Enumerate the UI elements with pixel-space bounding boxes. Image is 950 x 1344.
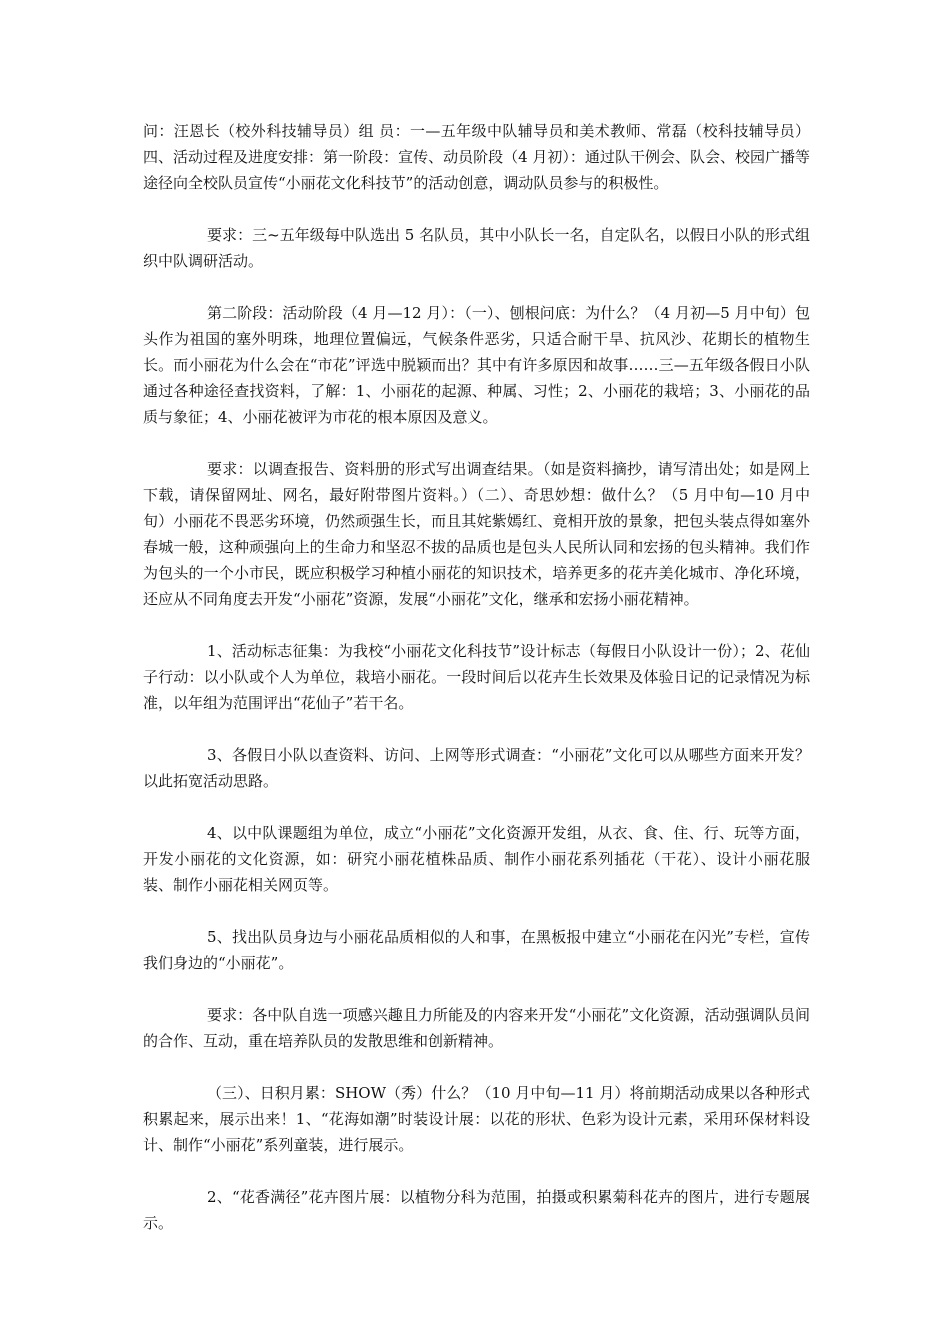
paragraph-11: 2、“花香满径”花卉图片展：以植物分科为范围，拍摄或积累菊科花卉的图片，进行专题展示。 <box>143 1188 810 1232</box>
paragraph-5: 1、活动标志征集：为我校“小丽花文化科技节”设计标志（每假日小队设计一份）；2、花仙子行动：以小队或个人为单位，栽培小丽花。一段时间后以花卉生长效果及体验日记的记录情况为标准，以年组为范围评出“花仙子”若干名。 <box>143 642 810 712</box>
paragraph-9: 要求：各中队自选一项感兴趣且力所能及的内容来开发“小丽花”文化资源，活动强调队员间的合作、互动，重在培养队员的发散思维和创新精神。 <box>143 1006 810 1050</box>
paragraph-8: 5、找出队员身边与小丽花品质相似的人和事，在黑板报中建立“小丽花在闪光”专栏，宣传我们身边的“小丽花”。 <box>143 928 810 972</box>
paragraph-1: 问：汪恩长（校外科技辅导员）组 员：一—五年级中队辅导员和美术教师、常磊（校科技辅导员）四、活动过程及进度安排：第一阶段：宣传、动员阶段（4 月初）：通过队干例会、队会、校园广播等途径向全校队员宣传“小丽花文化科技节”的活动创意，调动队员参与的积极性。 <box>143 122 810 192</box>
paragraph-7: 4、以中队课题组为单位，成立“小丽花”文化资源开发组，从衣、食、住、行、玩等方面，开发小丽花的文化资源，如：研究小丽花植株品质、制作小丽花系列插花（干花）、设计小丽花服装、制作小丽花相关网页等。 <box>143 824 810 894</box>
paragraph-6: 3、各假日小队以查资料、访问、上网等形式调查：“小丽花”文化可以从哪些方面来开发？以此拓宽活动思路。 <box>143 746 810 790</box>
paragraph-3: 第二阶段：活动阶段（4 月—12 月）：（一）、刨根问底：为什么？（4 月初—5 月中旬）包头作为祖国的塞外明珠，地理位置偏远，气候条件恶劣，只适合耐干旱、抗风沙、花期长的植物生长。而小丽花为什么会在“市花”评选中脱颖而出？其中有许多原因和故事……三—五年级各假日小队通过各种途径查找资料，了解：1、小丽花的起源、种属、习性；2、小丽花的栽培；3、小丽花的品质与象征；4、小丽花被评为市花的根本原因及意义。 <box>143 304 810 426</box>
paragraph-2: 要求：三~五年级每中队选出 5 名队员，其中小队长一名，自定队名，以假日小队的形式组织中队调研活动。 <box>143 226 810 270</box>
paragraph-4: 要求：以调查报告、资料册的形式写出调查结果。（如是资料摘抄，请写清出处；如是网上下载，请保留网址、网名，最好附带图片资料。）（二）、奇思妙想：做什么？（5 月中旬—10 月中旬）小丽花不畏恶劣环境，仍然顽强生长，而且其姹紫嫣红、竟相开放的景象，把包头装点得如塞外春城一般，这种顽强向上的生命力和坚忍不拔的品质也是包头人民所认同和宏扬的包头精神。我们作为包头的一个小市民，既应积极学习种植小丽花的知识技术，培养更多的花卉美化城市、净化环境，还应从不同角度去开发“小丽花”资源，发展“小丽花”文化，继承和宏扬小丽花精神。 <box>143 460 810 608</box>
document-body <box>143 118 810 1262</box>
paragraph-10: （三）、日积月累：SHOW（秀）什么？（10 月中旬—11 月）将前期活动成果以各种形式积累起来，展示出来！1、“花海如潮”时装设计展：以花的形状、色彩为设计元素，采用环保材料设计、制作“小丽花”系列童装，进行展示。 <box>143 1084 810 1154</box>
